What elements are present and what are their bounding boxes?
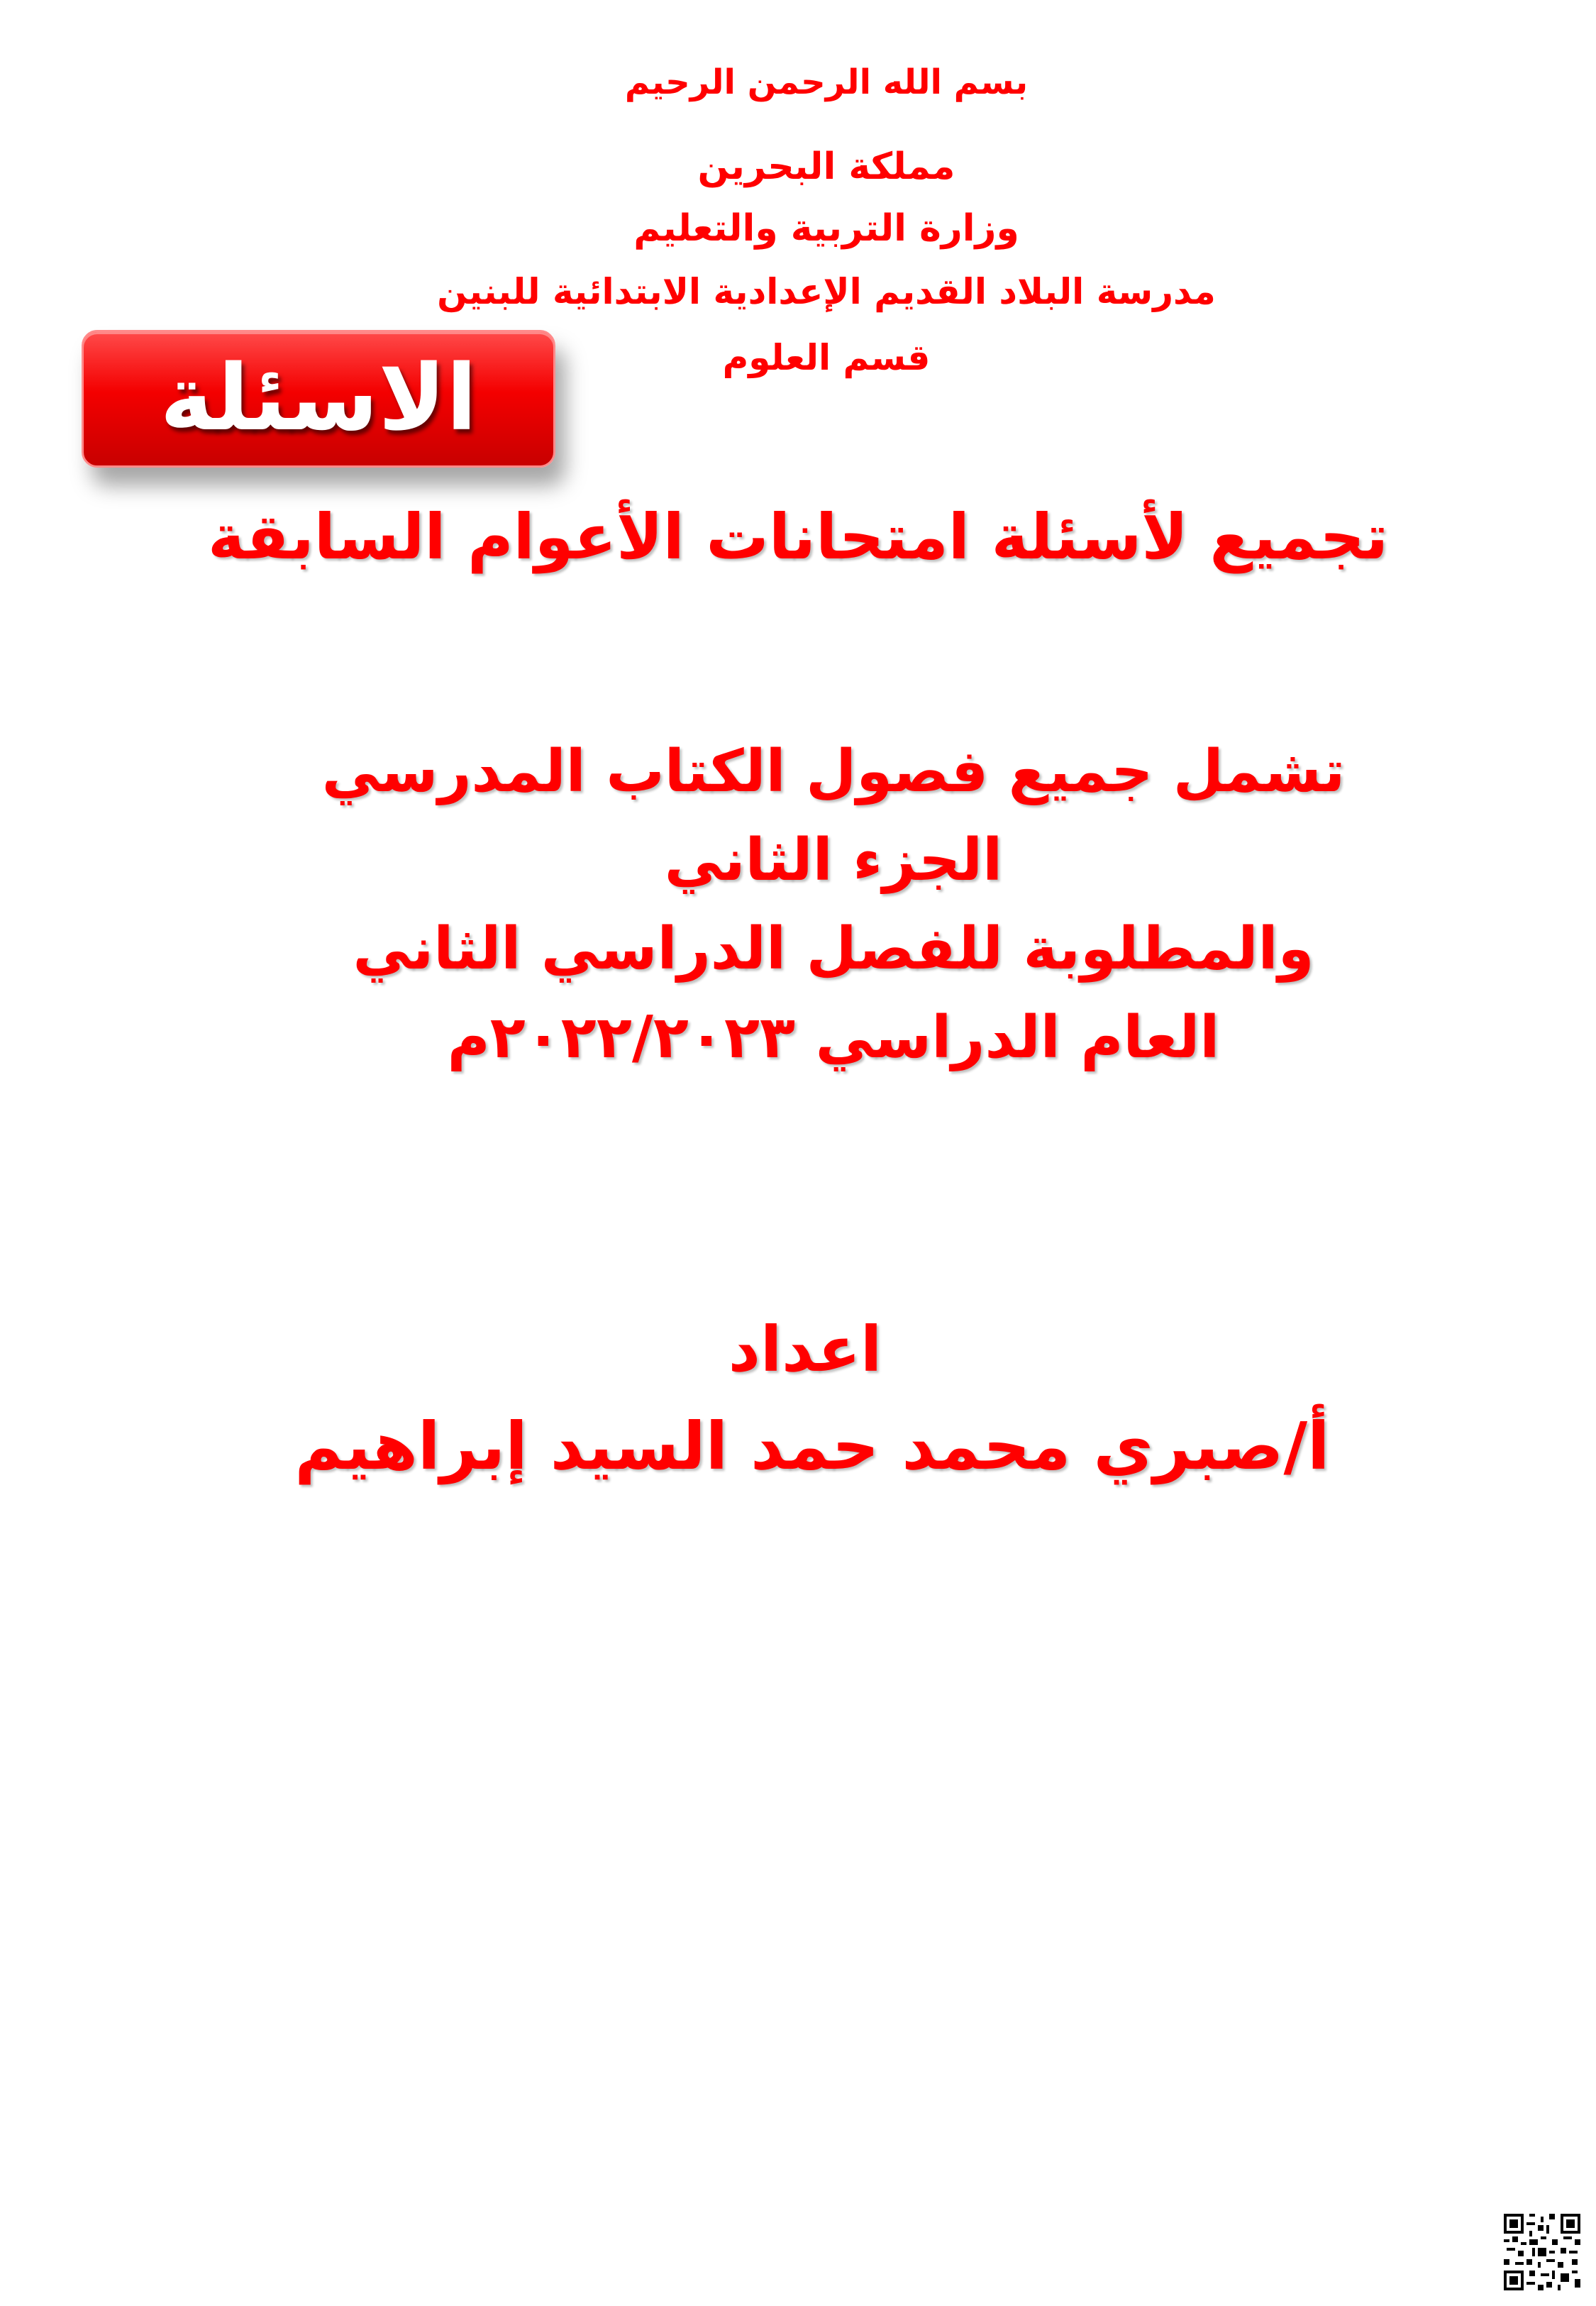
document-title: تجميع لأسئلة امتحانات الأعوام السابقة bbox=[207, 500, 1389, 573]
author-name: أ/صبري محمد حمد السيد إبراهيم bbox=[294, 1408, 1330, 1484]
description-line-1: تشمل جميع فصول الكتاب المدرسي bbox=[321, 738, 1346, 805]
description-line-2: الجزء الثاني bbox=[664, 827, 1003, 894]
prepared-by-label: اعداد bbox=[728, 1313, 882, 1386]
description-line-3: والمطلوبة للفصل الدراسي الثاني bbox=[353, 915, 1314, 983]
department-name: قسم العلوم bbox=[722, 337, 931, 378]
questions-badge bbox=[82, 330, 555, 468]
basmala: بسم الله الرحمن الرحيم bbox=[624, 62, 1029, 102]
school-name: مدرسة البلاد القديم الإعدادية الابتدائية للبنين bbox=[437, 271, 1216, 312]
academic-year: العام الدراسي ٢٠٢٢/٢٠٢٣م bbox=[447, 1004, 1220, 1071]
ministry-name: وزارة التربية والتعليم bbox=[633, 207, 1019, 250]
qr-code-icon[interactable] bbox=[1504, 2214, 1580, 2290]
questions-badge-label: الاسئلة bbox=[160, 346, 477, 451]
country-name: مملكة البحرين bbox=[697, 145, 955, 188]
